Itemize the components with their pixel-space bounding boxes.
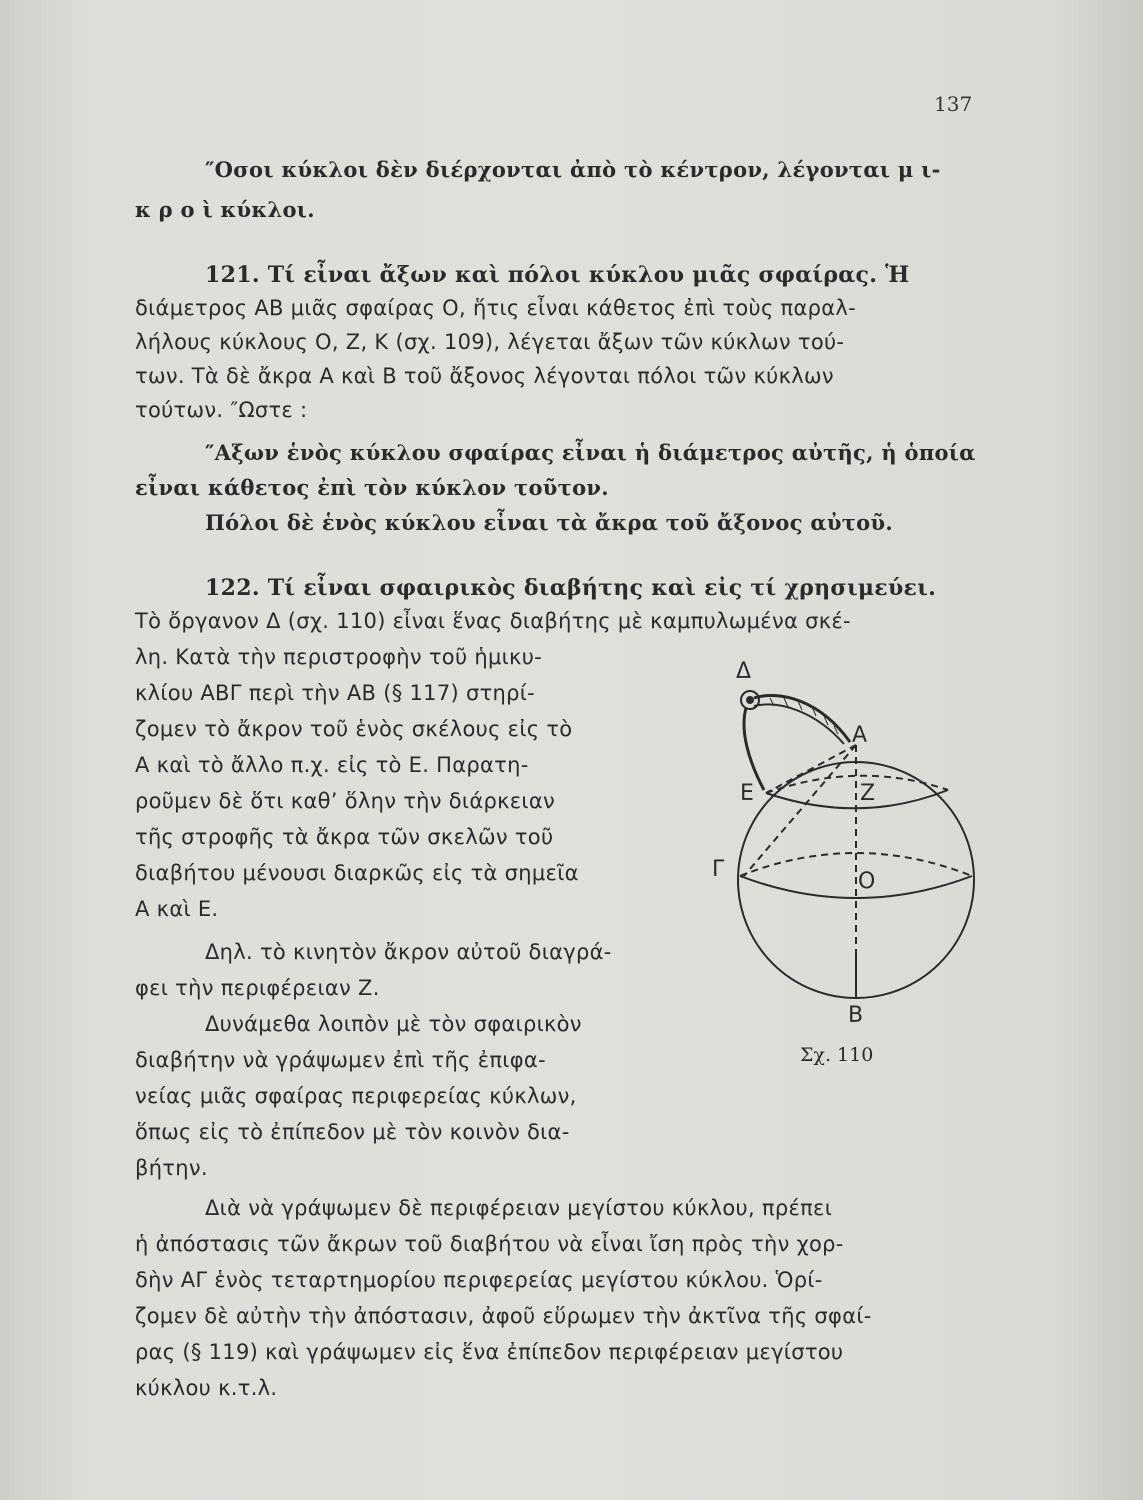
text-line: ἡ ἀπόστασις τῶν ἄκρων τοῦ διαβήτου νὰ εἶναι ἴση πρὸς τὴν χορ-	[135, 1232, 844, 1256]
label-b: Β	[848, 1003, 864, 1028]
text-line: τῆς στροφῆς τὰ ἄκρα τῶν σκελῶν τοῦ	[135, 825, 554, 849]
text-line: ζομεν δὲ αὐτὴν τὴν ἀπόστασιν, ἀφοῦ εὕρωμεν τὴν ἀκτῖνα τῆς σφαί-	[135, 1304, 872, 1328]
text-line: ὅπως εἰς τὸ ἐπίπεδον μὲ τὸν κοινὸν δια-	[135, 1120, 570, 1144]
text-line: ζομεν τὸ ἄκρον τοῦ ἑνὸς σκέλους εἰς τὸ	[135, 717, 573, 741]
text-line: ροῦμεν δὲ ὅτι καθ’ ὅλην τὴν διάρκειαν	[135, 789, 555, 813]
text-line: δὴν ΑΓ ἑνὸς τεταρτημορίου περιφερείας μεγίστου κύκλου. Ὁρί-	[135, 1268, 823, 1292]
text-line: κλίου ΑΒΓ περὶ τὴν ΑΒ (§ 117) στηρί-	[135, 681, 536, 705]
compass-leg-a-inner	[754, 705, 844, 744]
label-e: Ε	[740, 781, 754, 806]
definition-poles: Πόλοι δὲ ἑνὸς κύκλου εἶναι τὰ ἄκρα τοῦ ἄξονος αὐτοῦ.	[205, 510, 893, 535]
text-line: Α καὶ τὸ ἄλλο π.χ. εἰς τὸ Ε. Παρατη-	[135, 753, 529, 777]
text-line: ″Οσοι κύκλοι δὲν διέρχονται ἀπὸ τὸ κέντρον, λέγονται μ ι-	[205, 157, 941, 182]
text-line: διάμετρος ΑΒ μιᾶς σφαίρας Ο, ἥτις εἶναι κάθετος ἐπὶ τοὺς παραλ-	[135, 296, 857, 320]
text-line: βήτην.	[135, 1156, 208, 1180]
text-line: διαβήτην νὰ γράψωμεν ἐπὶ τῆς ἐπιφα-	[135, 1048, 546, 1072]
text-line: λήλους κύκλους Ο, Ζ, Κ (σχ. 109), λέγεται ἄξων τῶν κύκλων τού-	[135, 330, 845, 354]
figure-110	[700, 650, 1000, 1070]
text-line: Δηλ. τὸ κινητὸν ἄκρον αὐτοῦ διαγρά-	[205, 940, 612, 964]
text-line: νείας μιᾶς σφαίρας περιφερείας κύκλων,	[135, 1084, 577, 1108]
text-line: λη. Κατὰ τὴν περιστροφὴν τοῦ ἡμικυ-	[135, 645, 543, 669]
label-a: Α	[852, 723, 868, 748]
text-line: Δυνάμεθα λοιπὸν μὲ τὸν σφαιρικὸν	[205, 1012, 582, 1036]
text-line: τούτων. ″Ωστε :	[135, 398, 308, 422]
text-line: ρας (§ 119) καὶ γράψωμεν εἰς ἕνα ἐπίπεδον περιφέρειαν μεγίστου	[135, 1340, 844, 1364]
text-line: Διὰ νὰ γράψωμεν δὲ περιφέρειαν μεγίστου κύκλου, πρέπει	[205, 1196, 833, 1220]
text-line: κ ρ ο ὶ κύκλοι.	[135, 197, 315, 222]
text-line: Α καὶ Ε.	[135, 897, 219, 921]
radius-line	[766, 745, 856, 793]
section-121-heading: 121. Τί εἶναι ἄξων καὶ πόλοι κύκλου μιᾶς σφαίρας. Ἡ	[205, 262, 910, 288]
label-o: Ο	[858, 869, 876, 894]
label-z: Z	[860, 781, 876, 806]
text-line: φει τὴν περιφέρειαν Ζ.	[135, 976, 380, 1000]
sphere-compass-diagram	[700, 650, 1000, 1070]
text-line: διαβήτου μένουσι διαρκῶς εἰς τὰ σημεῖα	[135, 861, 579, 885]
compass-pivot-center	[747, 697, 753, 703]
text-line: κύκλου κ.τ.λ.	[135, 1376, 278, 1400]
definition-axis: ″Αξων ἑνὸς κύκλου σφαίρας εἶναι ἡ διάμετρος αὐτῆς, ἡ ὁποία	[205, 440, 976, 465]
page-number: 137	[934, 92, 973, 116]
section-122-heading: 122. Τί εἶναι σφαιρικὸς διαβήτης καὶ εἰς τί χρησιμεύει.	[205, 575, 937, 601]
definition-axis-cont: εἶναι κάθετος ἐπὶ τὸν κύκλον τοῦτον.	[135, 475, 609, 500]
figure-caption: Σχ. 110	[800, 1044, 874, 1066]
text-line: Τὸ ὄργανον Δ (σχ. 110) εἶναι ἕνας διαβήτης μὲ καμπυλωμένα σκέ-	[135, 609, 851, 633]
label-gamma: Γ	[712, 857, 725, 882]
compass-leg-e	[744, 708, 764, 790]
text-line: των. Τὰ δὲ ἄκρα Α καὶ Β τοῦ ἄξονος λέγονται πόλοι τῶν κύκλων	[135, 364, 834, 388]
label-delta: Δ	[736, 659, 752, 684]
